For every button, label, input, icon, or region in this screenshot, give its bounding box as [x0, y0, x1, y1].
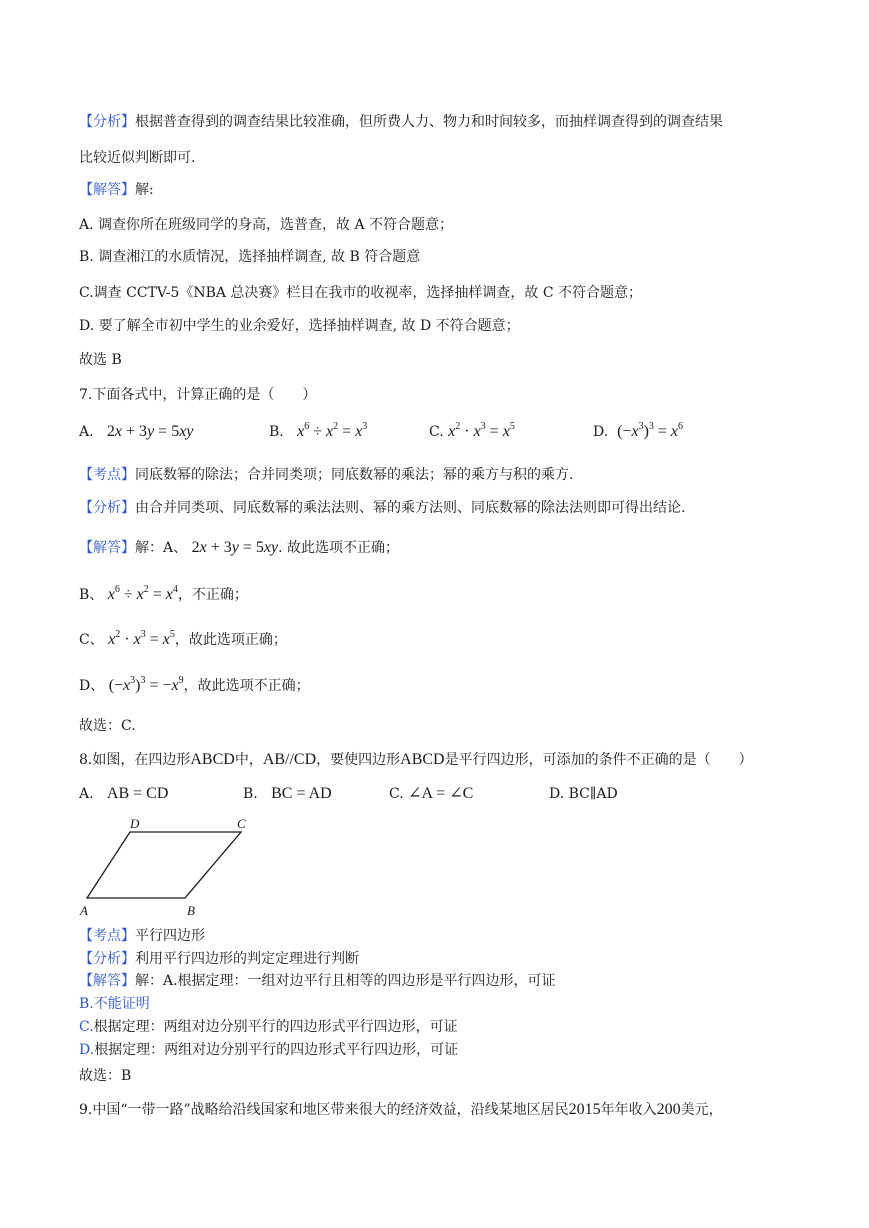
- q8-point-line: [79, 926, 205, 946]
- q8-answer-c: [79, 1017, 458, 1037]
- q7-option-c: [429, 422, 515, 442]
- q6-option-a-explain: A. 调查你所在班级同学的身高，选普查，故 A 不符合题意；: [79, 217, 454, 233]
- stem-parallel: AB//CD: [262, 751, 317, 768]
- q7-answer-b: [79, 585, 248, 605]
- q8-option-c: [389, 784, 473, 804]
- math-expression: 2x + 3y = 5xy: [191, 539, 279, 556]
- point-tag: 【考点】: [79, 928, 135, 944]
- analysis-tag: 【分析】: [79, 114, 135, 130]
- answer-tail: . 故此选项不正确；: [278, 540, 399, 556]
- option-text: ∠A = ∠C: [408, 785, 474, 802]
- stem-text: 中，: [234, 752, 263, 768]
- q7-point-line: [79, 465, 573, 485]
- q8-choice: 故选：B: [79, 1068, 132, 1084]
- stem-text: 年年收入: [600, 1102, 657, 1118]
- option-label: C.: [389, 786, 404, 802]
- stem-text: 是平行四边形，可添加的条件不正确的是（ ）: [444, 752, 753, 768]
- q6-answer-line: [79, 180, 154, 200]
- analysis-text: 利用平行四边形的判定定理进行判断: [135, 951, 359, 967]
- option-label: A.: [79, 786, 94, 802]
- option-label: C.: [429, 424, 444, 440]
- answer-tag: 【解答】: [79, 540, 135, 556]
- analysis-tag: 【分析】: [79, 951, 135, 967]
- q7-answer-d: [79, 676, 310, 696]
- q8-option-a: [79, 784, 168, 804]
- q8-answer-line: [79, 971, 556, 991]
- answer-text: 根据定理：两组对边分别平行的四边形式平行四边形，可证: [93, 1019, 458, 1035]
- vertex-label-c: C: [237, 816, 246, 831]
- q8-option-d: D. BC∥AD: [549, 786, 618, 802]
- math-expression: $(-x^3)^3 = -x^9$: [108, 675, 184, 694]
- q7-stem: 7.下面各式中，计算正确的是（ ）: [79, 387, 317, 403]
- q8-answer-d: [79, 1040, 458, 1060]
- q7-answer-c: [79, 630, 287, 650]
- stem-abcd: ABCD: [190, 751, 235, 768]
- answer-prefix: B、: [79, 587, 104, 603]
- stem-abcd: ABCD: [400, 751, 445, 768]
- stem-year: 2015: [568, 1101, 601, 1118]
- stem-text: ，要使四边形: [316, 752, 401, 768]
- vertex-label-a: A: [80, 903, 88, 918]
- math-expression: $x^2 \cdot x^3 = x^5$: [448, 421, 515, 440]
- answer-prefix: D.: [79, 1042, 95, 1058]
- q7-option-b: [269, 422, 367, 442]
- q6-choice: 故选 B: [79, 352, 122, 368]
- analysis-tag: 【分析】: [79, 500, 135, 516]
- q8-stem: [79, 750, 753, 770]
- stem-text: 美元，: [680, 1102, 723, 1118]
- point-text: 平行四边形: [135, 928, 205, 944]
- option-label: D.: [593, 424, 609, 440]
- stem-amount: 200: [656, 1101, 681, 1118]
- answer-text: 解：A、: [135, 540, 188, 556]
- option-label: A.: [79, 424, 94, 440]
- q6-option-c-explain: C.调查 CCTV-5《NBA 总决赛》栏目在我市的收视率，选择抽样调查，故 C 不符合题意；: [79, 285, 643, 301]
- answer-prefix: D、: [79, 678, 105, 694]
- answer-tail: ，故此选项不正确；: [183, 678, 310, 694]
- answer-prefix: C、: [79, 632, 104, 648]
- parallelogram-figure: [75, 814, 265, 922]
- answer-text: 解:: [135, 182, 154, 198]
- q6-analysis-line-2: 比较近似判断即可.: [79, 150, 196, 166]
- analysis-text: 由合并同类项、同底数幂的乘法法则、幂的乘方法则、同底数幂的除法法则即可得出结论.: [135, 500, 686, 516]
- stem-text: 8.如图，在四边形: [79, 752, 191, 768]
- q8-answer-b: B.不能证明: [79, 996, 150, 1012]
- answer-tag: 【解答】: [79, 973, 135, 989]
- answer-tail: ，故此选项正确；: [174, 632, 287, 648]
- math-expression: $x^2 \cdot x^3 = x^5$: [108, 629, 175, 648]
- option-text: BC = AD: [271, 785, 332, 802]
- vertex-label-b: B: [187, 903, 195, 918]
- q8-option-b: [243, 784, 332, 804]
- vertex-label-d: D: [130, 816, 140, 831]
- q9-stem: [79, 1100, 723, 1120]
- q6-option-b-explain: B. 调查湘江的水质情况，选择抽样调查, 故 B 符合题意: [79, 249, 421, 265]
- q8-analysis-line: [79, 949, 359, 969]
- point-tag: 【考点】: [79, 467, 135, 483]
- q7-option-d: [593, 422, 683, 442]
- q7-answer-line: [79, 538, 399, 558]
- option-text: AB = CD: [106, 785, 169, 802]
- q6-option-d-explain: D. 要了解全市初中学生的业余爱好，选择抽样调查, 故 D 不符合题意；: [79, 318, 520, 334]
- answer-text: 根据定理：两组对边分别平行的四边形式平行四边形，可证: [94, 1042, 459, 1058]
- q6-analysis-line: [79, 112, 723, 132]
- analysis-text: 根据普查得到的调查结果比较准确，但所费人力、物力和时间较多，而抽样调查得到的调查结果: [135, 114, 723, 130]
- answer-tail: ，不正确；: [177, 587, 248, 603]
- option-label: B.: [269, 424, 284, 440]
- math-expression: $(-x^3)^3 = x^6$: [617, 421, 684, 440]
- math-expression: $x^6 \div x^2 = x^3$: [297, 421, 368, 440]
- answer-text: 解：A.根据定理：一组对边平行且相等的四边形是平行四边形，可证: [135, 973, 556, 989]
- stem-text: 9.中国“一带一路”战略给沿线国家和地区带来很大的经济效益，沿线某地区居民: [79, 1102, 569, 1118]
- math-expression: $x^6 \div x^2 = x^4$: [107, 584, 178, 603]
- option-label: B.: [243, 786, 258, 802]
- q7-analysis-line: [79, 498, 685, 518]
- q7-option-a: [79, 422, 193, 442]
- parallelogram-shape: [87, 832, 241, 898]
- answer-tag: 【解答】: [79, 182, 135, 198]
- answer-prefix: C.: [79, 1019, 94, 1035]
- point-text: 同底数幂的除法；合并同类项；同底数幂的乘法；幂的乘方与积的乘方.: [135, 467, 574, 483]
- q7-choice: 故选：C.: [79, 718, 136, 734]
- math-expression: 2x + 3y = 5xy: [106, 423, 194, 440]
